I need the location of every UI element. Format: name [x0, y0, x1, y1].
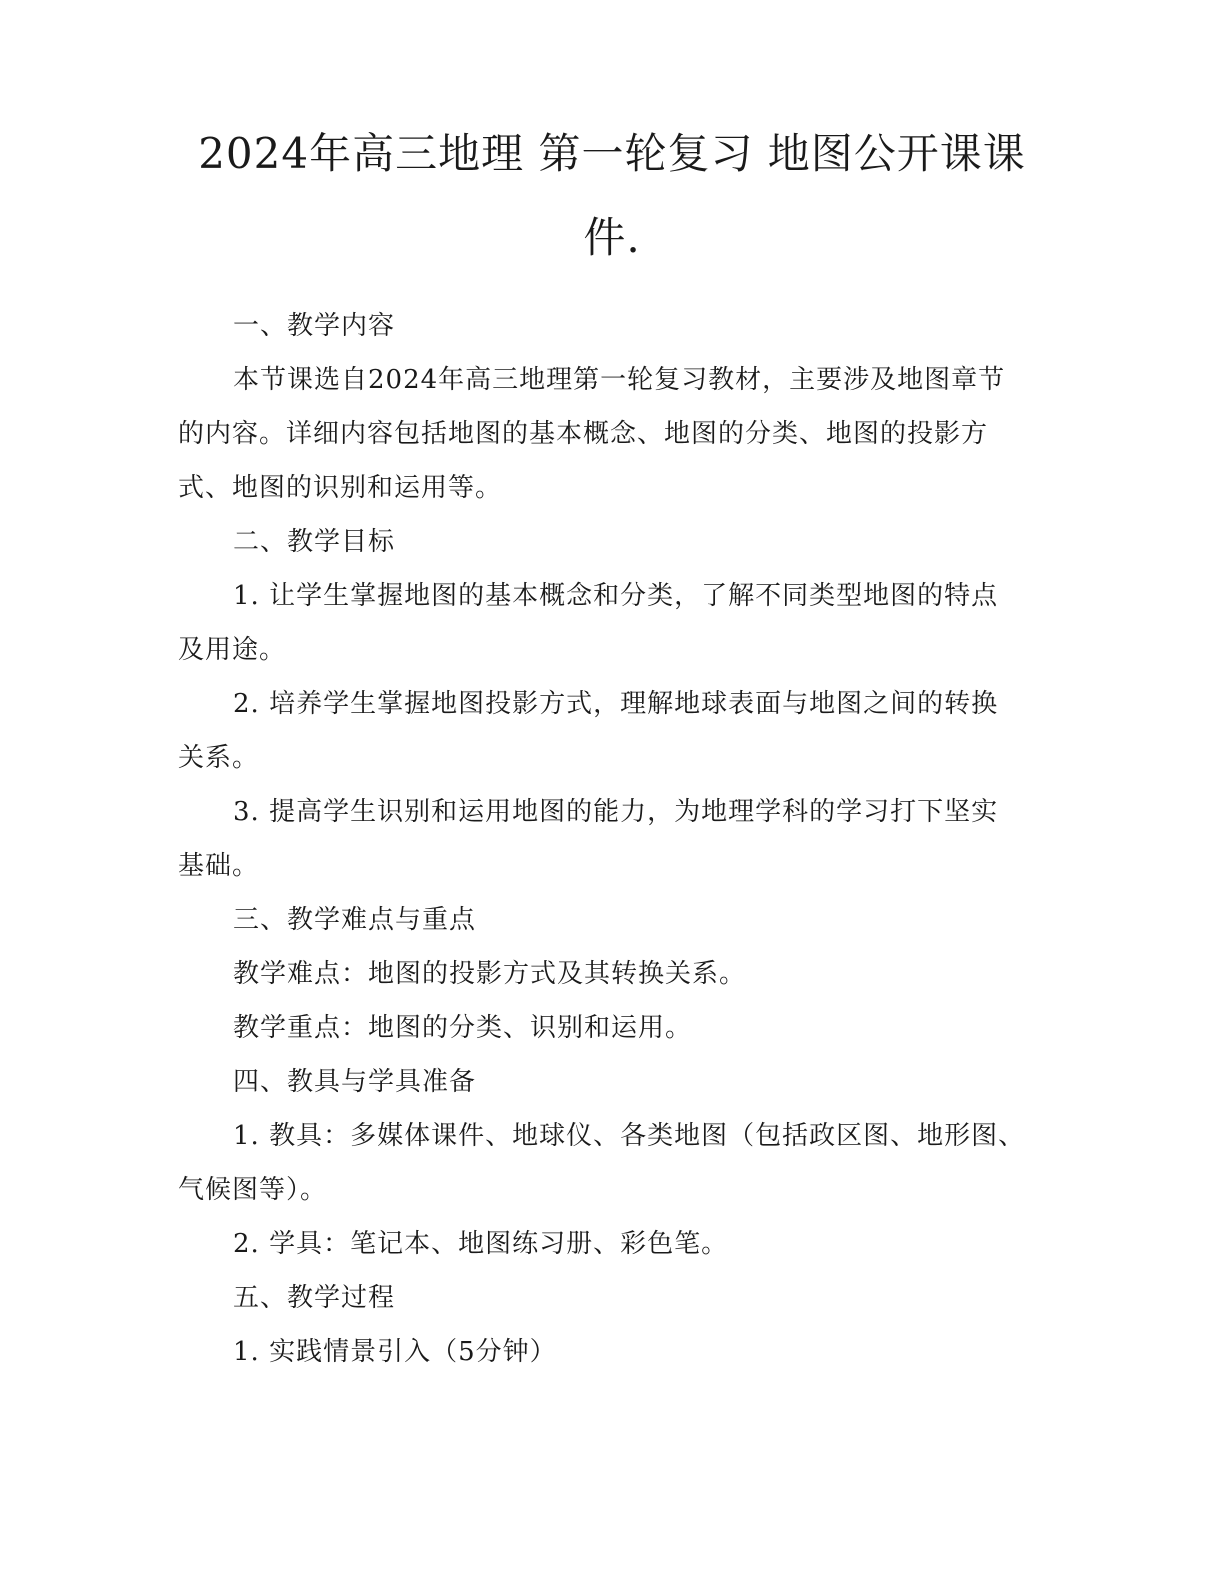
document-title-line-2: 件. — [583, 213, 641, 262]
list-item-line: 1. 教具：多媒体课件、地球仪、各类地图（包括政区图、地形图、 — [233, 1121, 1026, 1151]
paragraph-line: 的内容。详细内容包括地图的基本概念、地图的分类、地图的投影方 — [178, 419, 989, 449]
document-title-line-1: 2024年高三地理 第一轮复习 地图公开课课 — [198, 129, 1026, 178]
section-heading-goals: 二、教学目标 — [233, 527, 396, 557]
list-item-line: 2. 学具：笔记本、地图练习册、彩色笔。 — [233, 1229, 729, 1259]
paragraph-line: 教学重点：地图的分类、识别和运用。 — [233, 1013, 693, 1043]
list-item-line: 3. 提高学生识别和运用地图的能力，为地理学科的学习打下坚实 — [233, 797, 999, 827]
list-item-line: 基础。 — [178, 851, 260, 881]
list-item-line: 1. 让学生掌握地图的基本概念和分类，了解不同类型地图的特点 — [233, 581, 999, 611]
section-heading-key-points: 三、教学难点与重点 — [233, 905, 477, 935]
list-item-line: 关系。 — [178, 743, 260, 773]
paragraph-line: 本节课选自2024年高三地理第一轮复习教材，主要涉及地图章节 — [233, 365, 1006, 395]
section-heading-process: 五、教学过程 — [233, 1283, 396, 1313]
list-item-line: 气候图等）。 — [178, 1175, 328, 1205]
paragraph-line: 式、地图的识别和运用等。 — [178, 473, 503, 503]
paragraph-line: 教学难点：地图的投影方式及其转换关系。 — [233, 959, 747, 989]
section-heading-content: 一、教学内容 — [233, 311, 396, 341]
list-item-line: 1. 实践情景引入（5分钟） — [233, 1337, 557, 1367]
list-item-line: 2. 培养学生掌握地图投影方式，理解地球表面与地图之间的转换 — [233, 689, 999, 719]
list-item-line: 及用途。 — [178, 635, 287, 665]
section-heading-tools: 四、教具与学具准备 — [233, 1067, 477, 1097]
